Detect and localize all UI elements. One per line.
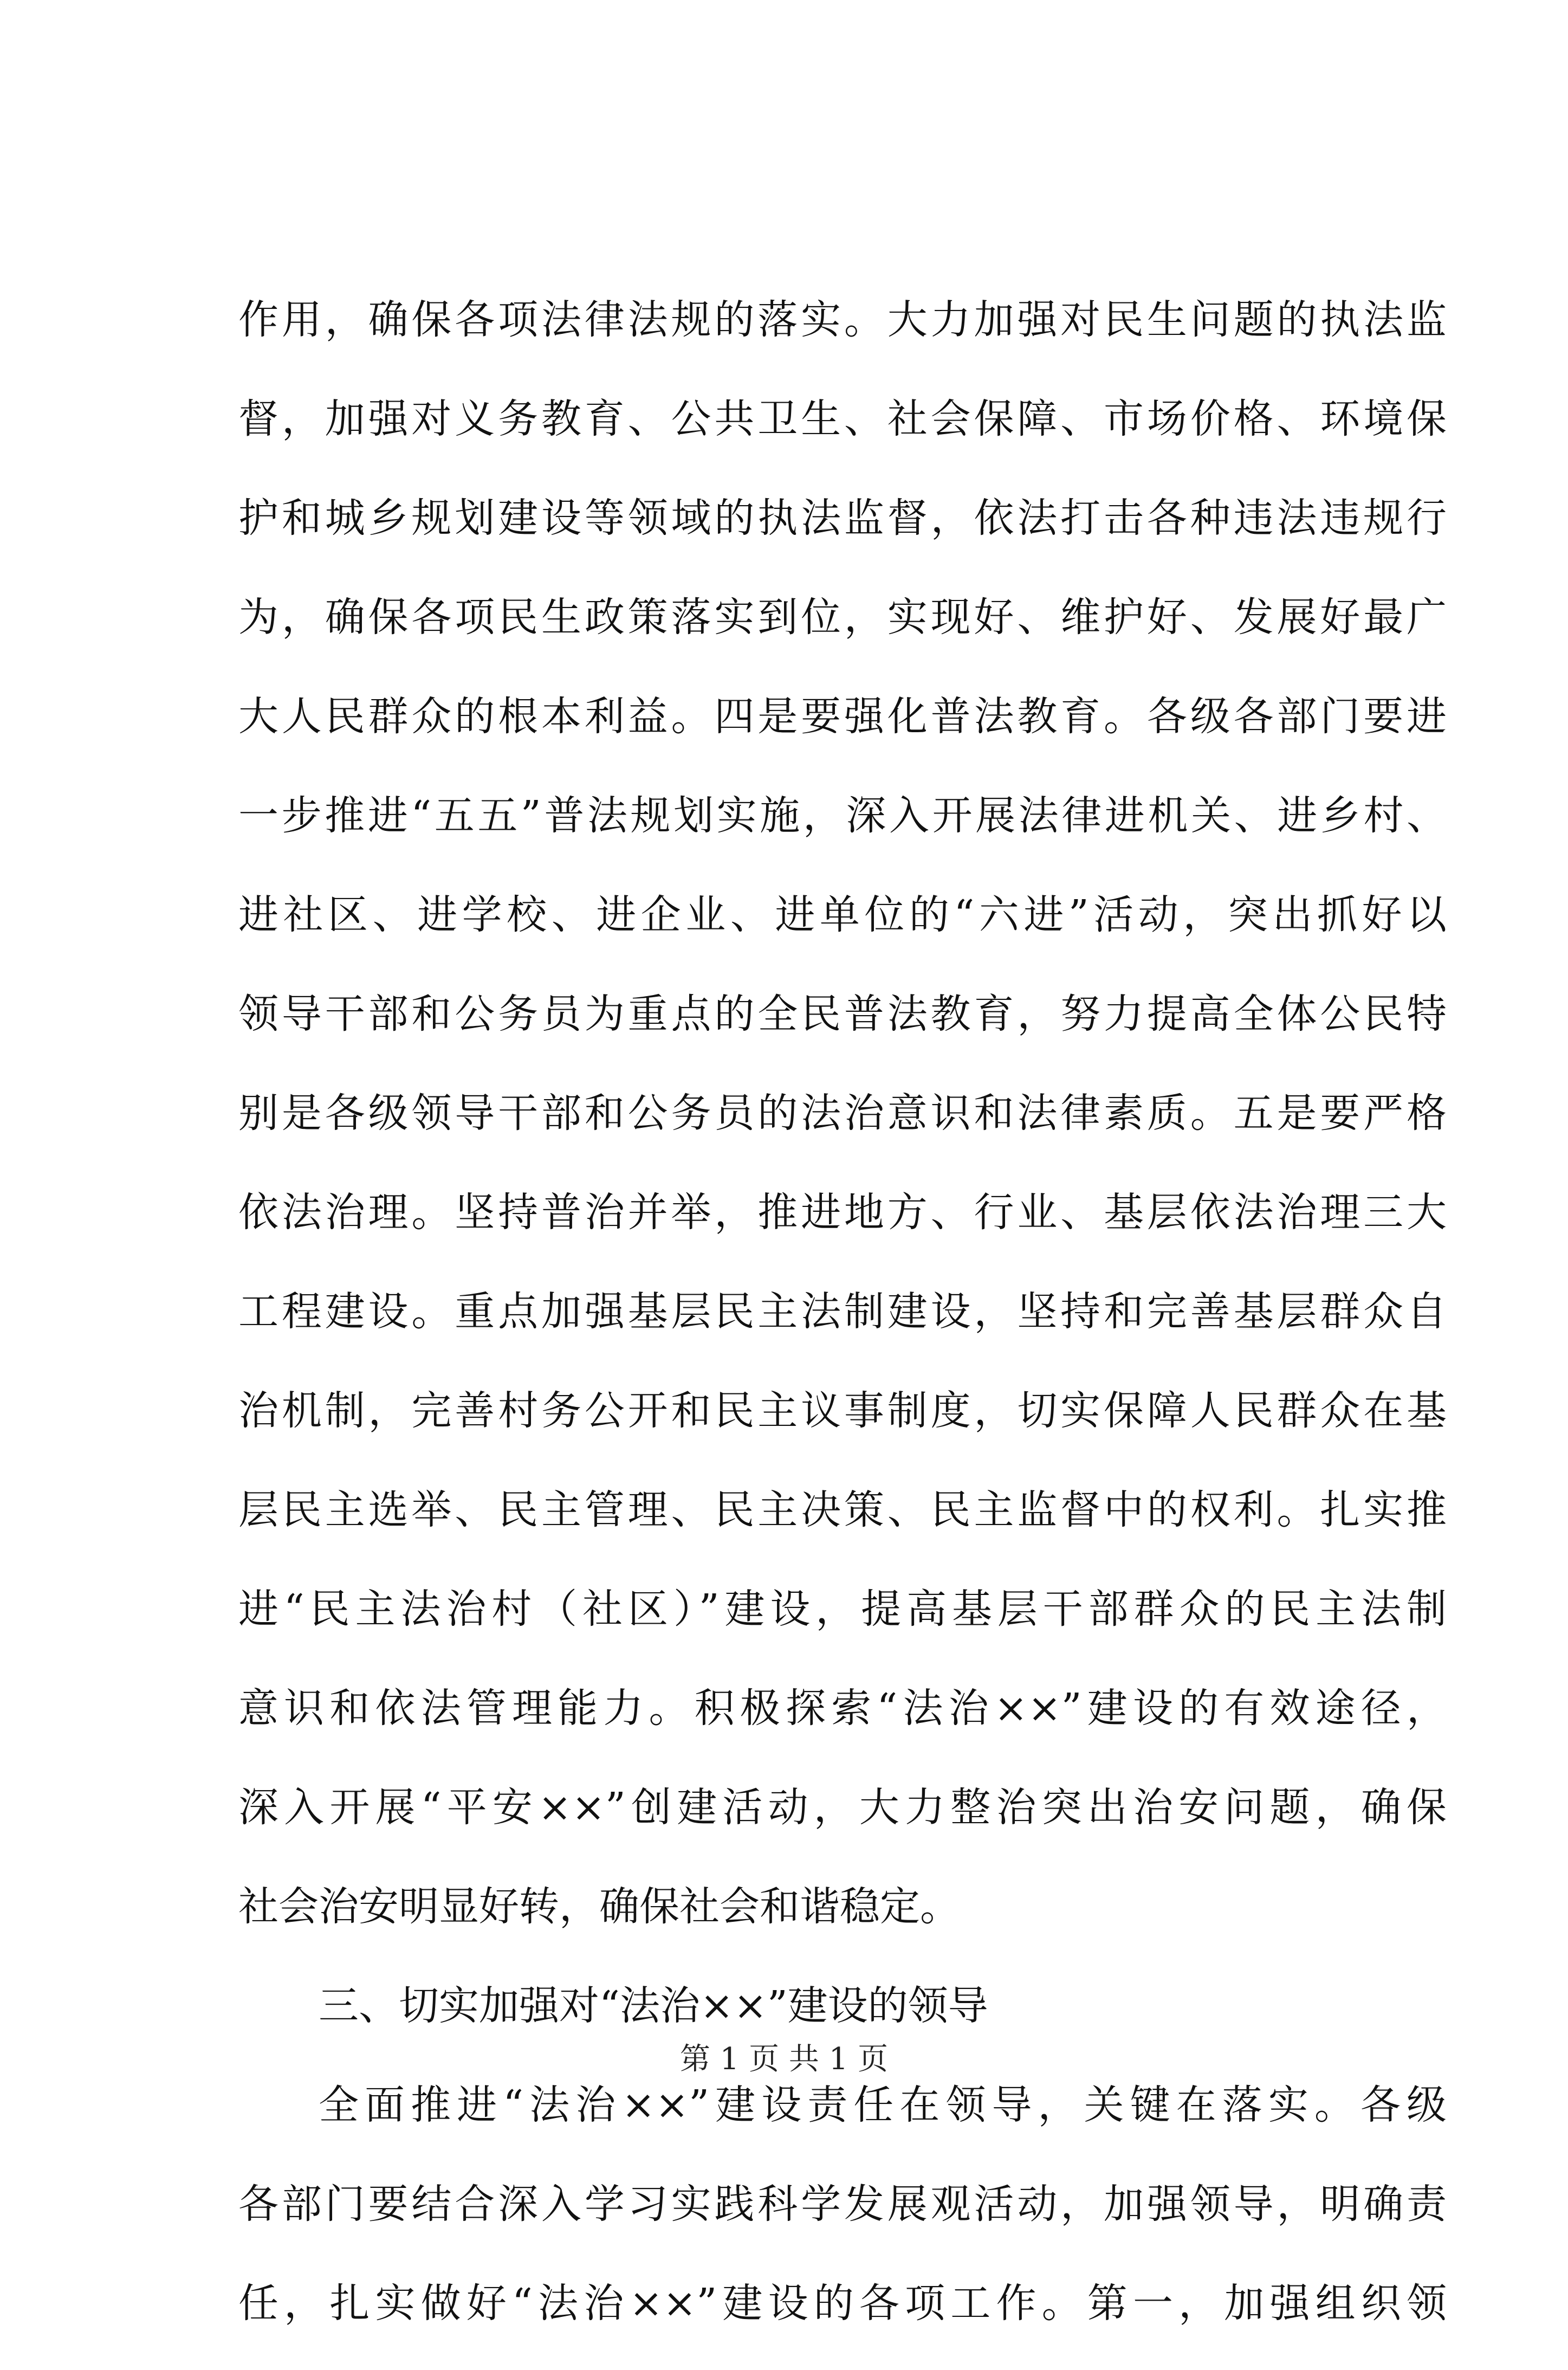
body-line: 一步推进“五五”普法规划实施，深入开展法律进机关、进乡村、 <box>238 792 1447 839</box>
body-line: 任，扎实做好“法治××”建设的各项工作。第一，加强组织领 <box>238 2280 1447 2327</box>
body-line: 进“民主法治村（社区）”建设，提高基层干部群众的民主法制 <box>238 1586 1447 1632</box>
body-line: 工程建设。重点加强基层民主法制建设，坚持和完善基层群众自 <box>238 1288 1447 1335</box>
body-line: 各部门要结合深入学习实践科学发展观活动，加强领导，明确责 <box>238 2181 1447 2227</box>
body-line: 为，确保各项民生政策落实到位，实现好、维护好、发展好最广 <box>238 594 1447 641</box>
body-line: 督，加强对义务教育、公共卫生、社会保障、市场价格、环境保 <box>238 396 1447 442</box>
page-footer <box>0 2038 1568 2081</box>
body-line: 依法治理。坚持普治并举，推进地方、行业、基层依法治理三大 <box>238 1189 1447 1236</box>
body-line: 进社区、进学校、进企业、进单位的“六进”活动，突出抓好以 <box>238 892 1447 938</box>
body-line: 护和城乡规划建设等领域的执法监督，依法打击各种违法违规行 <box>238 495 1447 541</box>
body-line: 别是各级领导干部和公务员的法治意识和法律素质。五是要严格 <box>238 1090 1447 1136</box>
body-line: 深入开展“平安××”创建活动，大力整治突出治安问题，确保 <box>238 1784 1447 1831</box>
page-number: 第 1 页 共 1 页 <box>679 2042 889 2077</box>
body-line: 社会治安明显好转，确保社会和谐稳定。 <box>238 1883 960 1930</box>
body-line: 治机制，完善村务公开和民主议事制度，切实保障人民群众在基 <box>238 1387 1447 1434</box>
body-line: 全面推进“法治××”建设责任在领导，关键在落实。各级 <box>319 2082 1447 2128</box>
body-line: 意识和依法管理能力。积极探索“法治××”建设的有效途径， <box>238 1685 1447 1732</box>
body-line: 层民主选举、民主管理、民主决策、民主监督中的权利。扎实推 <box>238 1487 1447 1533</box>
body-line: 作用，确保各项法律法规的落实。大力加强对民生问题的执法监 <box>238 296 1447 343</box>
section-heading: 三、切实加强对“法治××”建设的领导 <box>319 1982 988 2029</box>
body-line: 领导干部和公务员为重点的全民普法教育，努力提高全体公民特 <box>238 991 1447 1037</box>
body-line: 大人民群众的根本利益。四是要强化普法教育。各级各部门要进 <box>238 693 1447 740</box>
